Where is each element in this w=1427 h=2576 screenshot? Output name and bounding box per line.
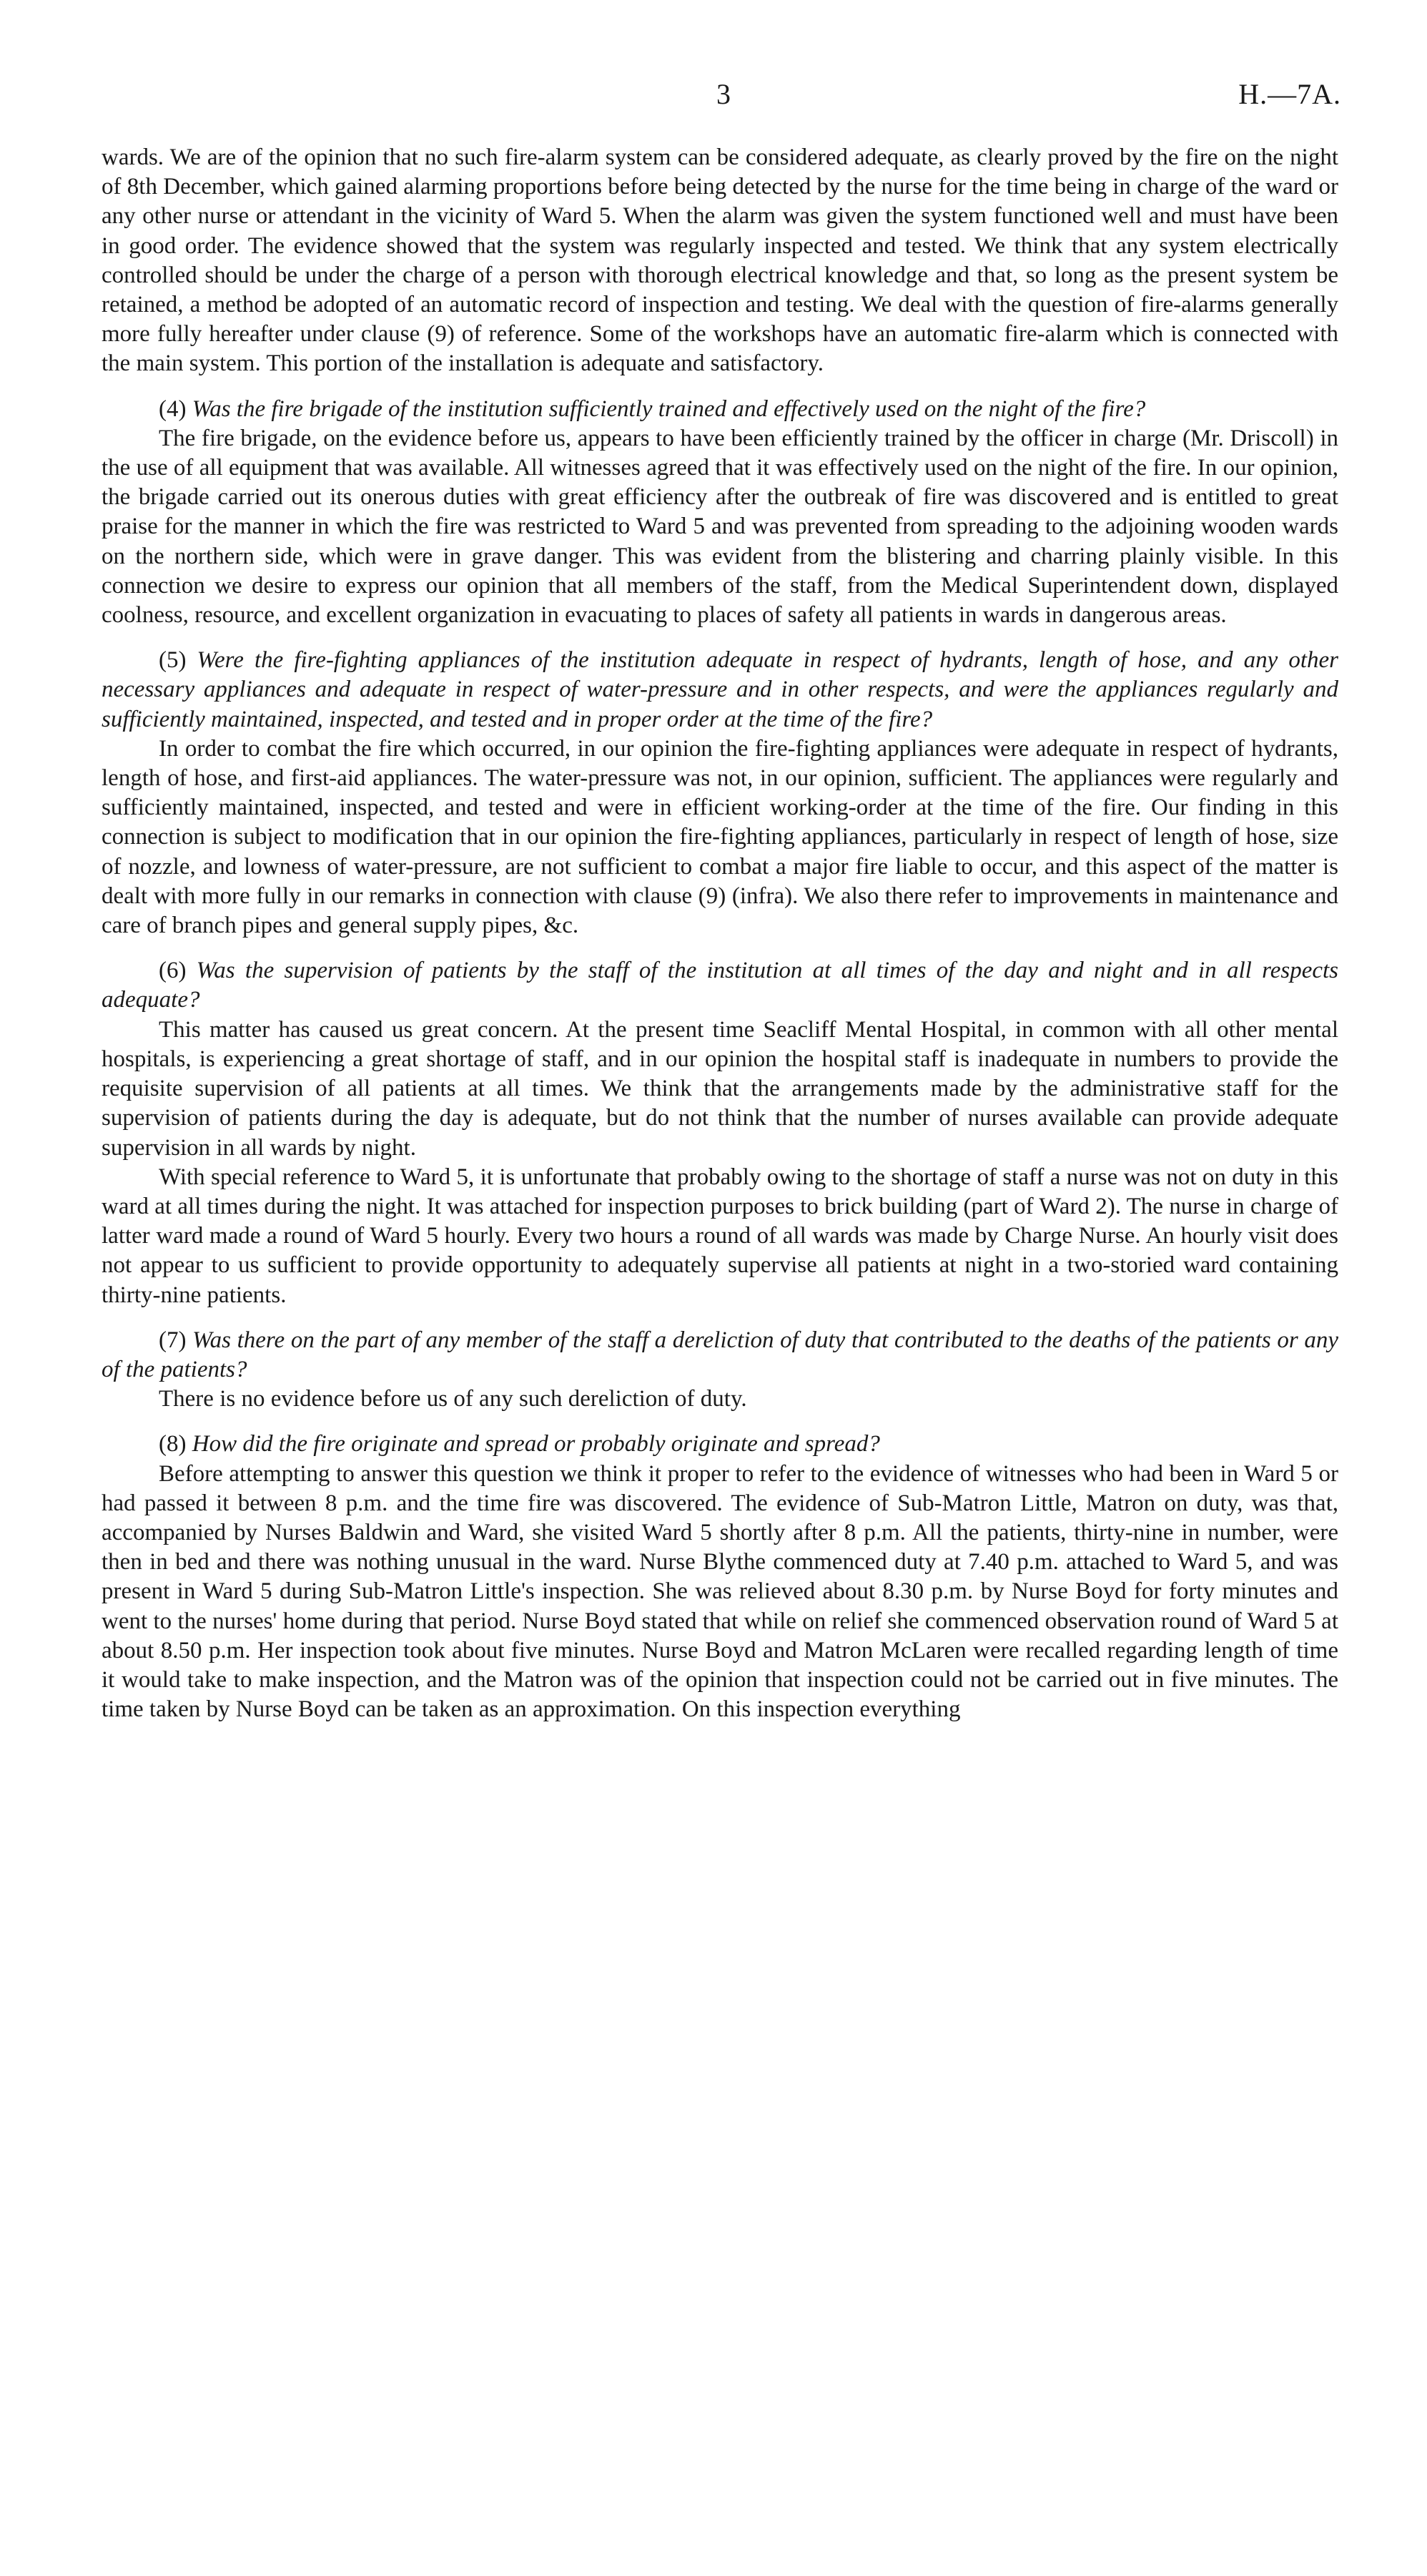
clause-question-text: Were the fire-fighting appliances of the institution adequate in respect of hydrants, length of hose, and any other necessary appliances and adequate in respect of water-pressure and in other respects, and were the appliances regularly and sufficiently maintained, inspected, and tested and in proper order at the time of the fire? bbox=[102, 647, 1339, 732]
clause-number: (6) bbox=[159, 958, 187, 984]
clause-question-text: Was there on the part of any member of the staff a dereliction of duty that contributed to the deaths of the patients or any of the patients? bbox=[102, 1327, 1339, 1382]
body-paragraph: With special reference to Ward 5, it is unfortunate that probably owing to the shortage of staff a nurse was not on duty in this ward at all times during the night. It was attached for inspection purposes to brick building (part of Ward 2). The nurse in charge of latter ward made a round of Ward 5 hourly. Every two hours a round of all wards was made by Charge Nurse. An hourly visit does not appear to us sufficient to provide opportunity to adequately supervise all patients at night in a two-storied ward containing thirty-nine patients. bbox=[102, 1164, 1338, 1308]
clause-question-text: Was the supervision of patients by the staff of the institution at all times of the day and night and in all respects adequate? bbox=[102, 958, 1339, 1013]
body-paragraph: Before attempting to answer this question we think it proper to refer to the evidence of witnesses who had been in Ward 5 or had passed it between 8 p.m. and the time fire was discovered. The evidence of Sub-Matron Little, Matron on duty, was that, accompanied by Nurses Baldwin and Ward, she visited Ward 5 shortly after 8 p.m. All the patients, thirty-nine in number, were then in bed and there was nothing unusual in the ward. Nurse Blythe commenced duty at 7.40 p.m. attached to Ward 5, and was present in Ward 5 during Sub-Matron Little's inspection. She was relieved about 8.30 p.m. by Nurse Boyd for forty minutes and went to the nurses' home during that period. Nurse Boyd stated that while on relief she commenced observation round of Ward 5 at about 8.50 p.m. Her inspection took about five minutes. Nurse Boyd and Matron McLaren were recalled regarding length of time it would take to make inspection, and the Matron was of the opinion that inspection could not be carried out in five minutes. The time taken by Nurse Boyd can be taken as an approximation. On this inspection everything bbox=[102, 1460, 1338, 1723]
body-paragraph: wards. We are of the opinion that no such fire-alarm system can be considered adequate, as clearly proved by the fire on the night of 8th December, which gained alarming proportions before being detected by the nurse for the time being in charge of the ward or any other nurse or attendant in the vicinity of Ward 5. When the alarm was given the system functioned well and must have been in good order. The evidence showed that the system was regularly inspected and tested. We think that any system electrically controlled should be under the charge of a person with thorough electrical knowledge and that, so long as the present system be retained, a method be adopted of an automatic record of inspection and testing. We deal with the question of fire-alarms generally more fully hereafter under clause (9) of reference. Some of the workshops have an automatic fire-alarm which is connected with the main system. This portion of the installation is adequate and satisfactory. bbox=[102, 144, 1338, 377]
clause-question bbox=[102, 1326, 1338, 1385]
page-header bbox=[0, 77, 1427, 120]
page-number: 3 bbox=[716, 78, 731, 110]
clause-question bbox=[102, 956, 1338, 1015]
body-paragraph: This matter has caused us great concern. At the present time Seacliff Mental Hospital, in common with all other mental hospitals, is experiencing a great shortage of staff, and in our opinion the hospital staff is inadequate in numbers to provide the requisite supervision of all patients at all times. We think that the arrangements made by the administrative staff for the supervision of patients during the day is adequate, but do not think that the number of nurses available can provide adequate supervision in all wards by night. bbox=[102, 1016, 1338, 1161]
clause-question bbox=[102, 646, 1338, 734]
document-reference: H.—7A. bbox=[1238, 78, 1341, 110]
body-paragraph: In order to combat the fire which occurred, in our opinion the fire-fighting appliances were adequate in respect of hydrants, length of hose, and first-aid appliances. The water-pressure was not, in our opinion, sufficient. The appliances were regularly and sufficiently maintained, inspected, and tested and were in efficient working-order at the time of the fire. Our finding in this connection is subject to modification that in our opinion the fire-fighting appliances, particularly in respect of length of hose, size of nozzle, and lowness of water-pressure, are not sufficient to combat a major fire liable to occur, and this aspect of the matter is dealt with more fully in our remarks in connection with clause (9) (infra). We also there refer to improvements in maintenance and care of branch pipes and general supply pipes, &c. bbox=[102, 735, 1338, 939]
clause-question bbox=[102, 395, 1338, 424]
body-paragraph: The fire brigade, on the evidence before us, appears to have been efficiently trained by the officer in charge (Mr. Driscoll) in the use of all equipment that was available. All witnesses agreed that it was effectively used on the night of the fire. In our opinion, the brigade carried out its onerous duties with great efficiency after the outbreak of fire was discovered and is entitled to great praise for the manner in which the fire was restricted to Ward 5 and was prevented from spreading to the adjoining wooden wards on the northern side, which were in grave danger. This was evident from the blistering and charring plainly visible. In this connection we desire to express our opinion that all members of the staff, from the Medical Superintendent down, displayed coolness, resource, and excellent organization in evacuating to places of safety all patients in wards in dangerous areas. bbox=[102, 425, 1338, 629]
document-body bbox=[102, 143, 1338, 1724]
body-paragraph: There is no evidence before us of any such dereliction of duty. bbox=[159, 1386, 747, 1412]
clause-number: (5) bbox=[159, 647, 187, 674]
clause-question bbox=[102, 1430, 1338, 1459]
clause-number: (4) bbox=[159, 395, 187, 422]
clause-number: (8) bbox=[159, 1431, 187, 1457]
clause-number: (7) bbox=[159, 1327, 187, 1353]
clause-question-text: How did the fire originate and spread or probably originate and spread? bbox=[192, 1431, 880, 1457]
clause-question-text: Was the fire brigade of the institution sufficiently trained and effectively used on the night of the fire? bbox=[192, 395, 1146, 422]
